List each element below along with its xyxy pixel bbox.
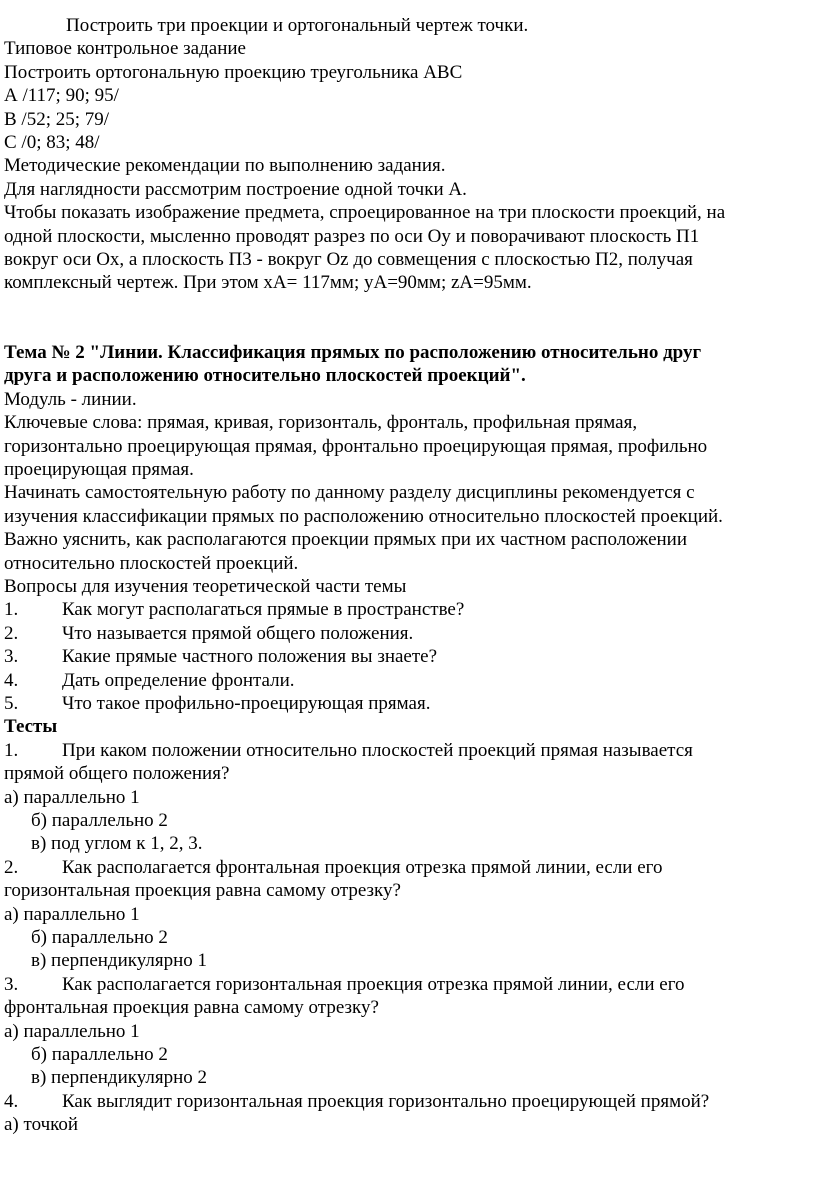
advice-line: относительно плоскостей проекций. <box>4 552 299 574</box>
method-line: Для наглядности рассмотрим построение одной точки А. <box>4 178 467 200</box>
test-answer-c: в) под углом к 1, 2, 3. <box>31 833 203 855</box>
test-answer-c: в) перпендикулярно 1 <box>31 950 208 972</box>
test-number: 2. <box>4 856 19 878</box>
task-label: Типовое контрольное задание <box>4 38 246 60</box>
method-para-line: Чтобы показать изображение предмета, спроецированное на три плоскости проекций, на <box>4 202 726 224</box>
point-a: А /117; 90; 95/ <box>4 85 119 107</box>
advice-line: Начинать самостоятельную работу по данному разделу дисциплины рекомендуется с <box>4 482 695 504</box>
test-answer-a: а) точкой <box>4 1114 79 1136</box>
test-question <box>4 973 816 996</box>
module-line: Модуль - линии. <box>4 388 137 410</box>
test-question-text: Как располагается фронтальная проекция отрезка прямой линии, если его <box>62 856 663 878</box>
question-item <box>4 669 816 692</box>
question-item <box>4 692 816 715</box>
test-answer-b: б) параллельно 2 <box>31 927 168 949</box>
question-number: 3. <box>4 646 19 668</box>
method-title: Методические рекомендации по выполнению задания. <box>4 155 446 177</box>
test-number: 3. <box>4 973 19 995</box>
question-item <box>4 622 816 645</box>
test-answer-b: б) параллельно 2 <box>31 1044 168 1066</box>
advice-line: изучения классификации прямых по расположению относительно плоскостей проекций. <box>4 505 723 527</box>
test-question-text: При каком положении относительно плоскостей проекций прямая называется <box>62 739 693 761</box>
topic-heading: Тема № 2 "Линии. Классификация прямых по расположению относительно друг <box>4 341 702 363</box>
question-item <box>4 598 816 621</box>
question-text: Какие прямые частного положения вы знаете? <box>62 646 438 668</box>
question-number: 1. <box>4 599 19 621</box>
question-number: 4. <box>4 669 19 691</box>
keywords-line: проецирующая прямая. <box>4 458 194 480</box>
tests-title: Тесты <box>4 716 58 738</box>
topic-heading: друга и расположению относительно плоскостей проекций". <box>4 365 526 387</box>
keywords-line: Ключевые слова: прямая, кривая, горизонталь, фронталь, профильная прямая, <box>4 412 638 434</box>
method-para-line: комплексный чертеж. При этом хА= 117мм; уА=90мм; zA=95мм. <box>4 272 532 294</box>
test-answer-a: а) параллельно 1 <box>4 903 140 925</box>
test-question <box>4 856 816 879</box>
test-question-cont: горизонтальная проекция равна самому отрезку? <box>4 880 401 902</box>
test-question <box>4 739 816 762</box>
question-text: Как могут располагаться прямые в пространстве? <box>62 599 465 621</box>
test-question-text: Как располагается горизонтальная проекция отрезка прямой линии, если его <box>62 973 685 995</box>
question-text: Что называется прямой общего положения. <box>62 622 414 644</box>
test-answer-c: в) перпендикулярно 2 <box>31 1067 208 1089</box>
test-answer-a: а) параллельно 1 <box>4 786 140 808</box>
task-text: Построить ортогональную проекцию треугольника АВС <box>4 61 463 83</box>
page-title: Построить три проекции и ортогональный чертеж точки. <box>66 15 529 36</box>
questions-title: Вопросы для изучения теоретической части темы <box>4 575 407 597</box>
keywords-line: горизонтально проецирующая прямая, фронтально проецирующая прямая, профильно <box>4 435 708 457</box>
test-question-cont: прямой общего положения? <box>4 763 230 785</box>
test-answer-a: а) параллельно 1 <box>4 1020 140 1042</box>
method-para-line: вокруг оси Ох, а плоскость П3 - вокруг Оz до совмещения с плоскостью П2, получая <box>4 249 693 271</box>
spacer <box>4 295 816 341</box>
test-number: 1. <box>4 739 19 761</box>
test-answer-b: б) параллельно 2 <box>31 810 168 831</box>
question-text: Что такое профильно-проецирующая прямая. <box>62 692 431 714</box>
test-question-cont: фронтальная проекция равна самому отрезку? <box>4 997 379 1019</box>
question-item <box>4 645 816 668</box>
point-c: С /0; 83; 48/ <box>4 132 100 154</box>
test-question <box>4 1090 816 1113</box>
method-para-line: одной плоскости, мысленно проводят разрез по оси Оу и поворачивают плоскость П1 <box>4 225 700 247</box>
test-question-text: Как выглядит горизонтальная проекция горизонтально проецирующей прямой? <box>62 1090 710 1112</box>
point-b: В /52; 25; 79/ <box>4 108 110 130</box>
question-number: 2. <box>4 622 19 644</box>
advice-line: Важно уяснить, как располагаются проекции прямых при их частном расположении <box>4 529 688 551</box>
test-number: 4. <box>4 1090 19 1112</box>
question-text: Дать определение фронтали. <box>62 669 295 691</box>
question-number: 5. <box>4 692 19 714</box>
